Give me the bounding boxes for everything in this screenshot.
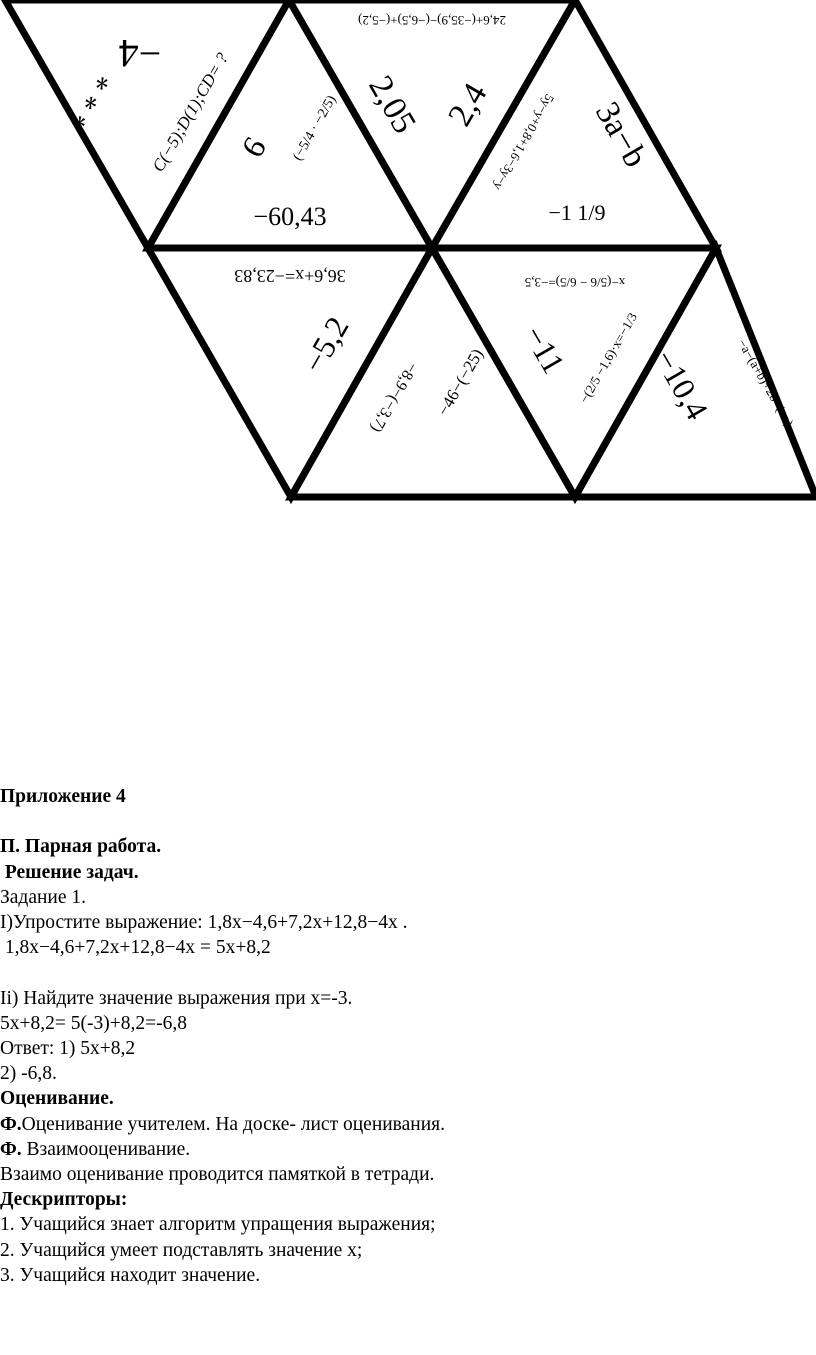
assessment-title: Оценивание. — [0, 1088, 114, 1110]
blank-line — [0, 809, 816, 834]
t1-mark-label: * * * — [65, 71, 125, 140]
task-ii-solution: 5х+8,2= 5(-3)+8,2=-6,8 — [0, 1012, 187, 1034]
t2-expr-label: (−5/4 · −2/5) — [290, 93, 340, 164]
descriptor-1: 1. Учащийся знает алгоритм упращения выражения; — [0, 1214, 436, 1236]
task-i: I)Упростите выражение: 1,8х−4,6+7,2х+12,8−4х . — [0, 912, 408, 934]
t2-answer-label: 9 — [234, 131, 275, 164]
descriptor-3: 3. Учащийся находит значение. — [0, 1264, 261, 1286]
t6-left-label: −46−(−25) — [433, 345, 487, 420]
t3-left-label: 2,4 — [441, 77, 495, 133]
t6-right-label: −11 — [516, 319, 573, 380]
t7-value-label: −10,4 — [647, 343, 716, 426]
descriptor-2: 2. Учащийся умеет подставлять значение х; — [0, 1239, 363, 1261]
triangle-puzzle — [0, 0, 816, 520]
t5-diag-label: −8,9−(−3,7) — [367, 359, 421, 436]
appendix-title: Приложение 4 — [0, 786, 126, 807]
f1-text: Оценивание учителем. На доске- лист оценивания. — [21, 1113, 446, 1135]
task-ii: Ii) Найдите значение выражения при х=-3. — [0, 987, 353, 1009]
t8-side-label: −a−(a+b)+2b−(−a) — [734, 336, 797, 429]
subtitle: Решение задач. — [0, 861, 139, 883]
t1-answer-label: −4 — [118, 31, 162, 76]
descriptors-title: Дескрипторы: — [0, 1189, 128, 1211]
blank-line — [0, 960, 816, 985]
answer-1: Ответ: 1) 5х+8,2 — [0, 1038, 136, 1060]
peer-note: Взаимо оценивание проводится памяткой в тетради. — [0, 1164, 435, 1186]
t2-right-label: 2,05 — [361, 69, 423, 140]
t1-question-label: C(−5);D(1);CD= ? — [148, 49, 232, 175]
t3-diag-label: 5y−y+0,8+1,6−3y−y — [490, 91, 558, 193]
t2-result-label: −60,43 — [253, 202, 327, 231]
t3-top-label: 24,6+(−35,9)−(−6,5)+(−5,2) — [358, 13, 506, 28]
assessment-peer — [0, 1137, 816, 1162]
document-body — [0, 784, 816, 1288]
t4-expr-label: 3a−b — [588, 95, 655, 174]
f2-text: Взаимооценивание. — [21, 1138, 191, 1160]
assessment-teacher — [0, 1112, 816, 1137]
task-label: Задание 1. — [0, 886, 87, 908]
t5-top-label: 36,6+x=−23,83 — [234, 266, 346, 286]
answer-2: 2) -6,8. — [0, 1063, 57, 1085]
t6-top-label: x−(5/6 − 6/5)=−3,5 — [524, 275, 626, 290]
f2-prefix: Ф. — [0, 1138, 22, 1160]
t4-value-label: −1 1/9 — [548, 200, 606, 225]
t5-mid-label: −5,2 — [295, 310, 356, 379]
section-title: П. Парная работа. — [0, 836, 162, 858]
f1-prefix: Ф. — [0, 1113, 22, 1135]
t7-expr-label: −(2/5 −1,6)·x=−1/3 — [576, 310, 640, 406]
task-i-solution: 1,8х−4,6+7,2х+12,8−4х = 5х+8,2 — [0, 937, 271, 959]
